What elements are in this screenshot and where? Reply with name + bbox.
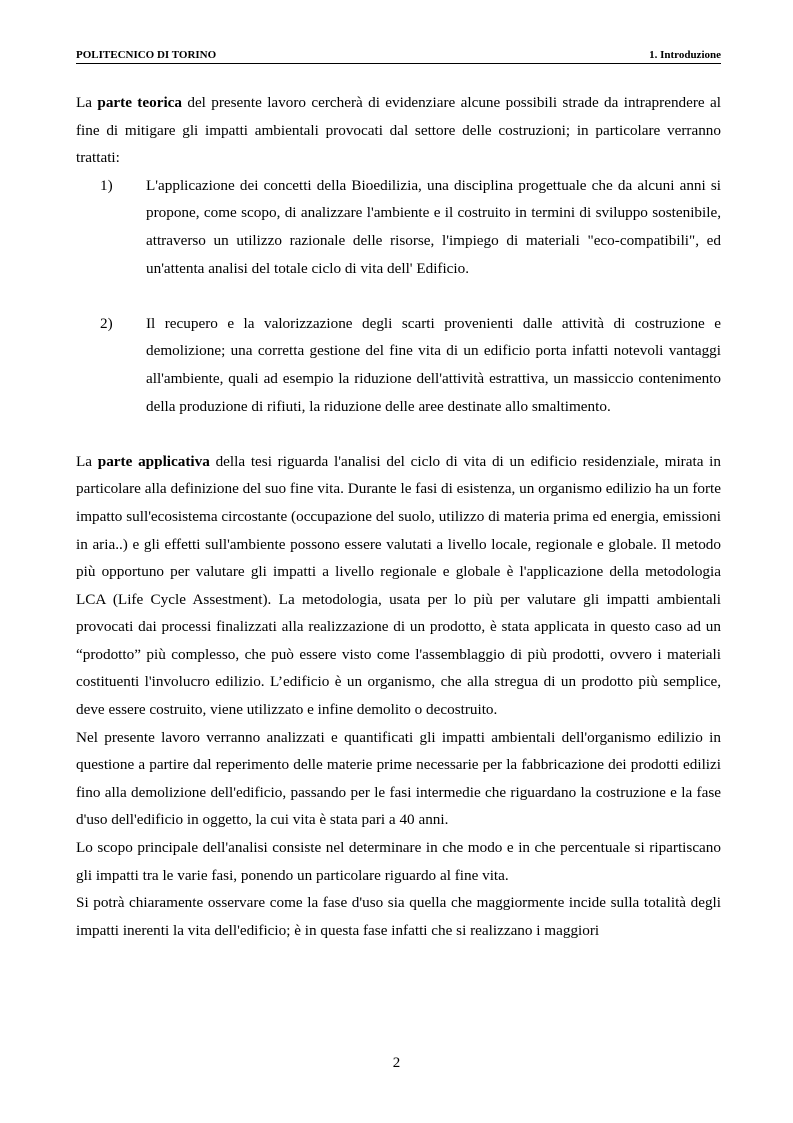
intro-bold-term: parte teorica: [97, 94, 182, 111]
intro-rest: del presente lavoro cercherà di evidenziare alcune possibili strade da intraprendere al fine di mitigare gli impatti ambientali provocati dal settore delle costruzioni; in particolare verranno trattati:: [76, 94, 721, 167]
list-item-text: L'applicazione dei concetti della Bioedilizia, una disciplina progettuale che da alcuni anni si propone, come scopo, di analizzare l'ambiente e il costruito in termini di sviluppo sostenibile, attraverso un utilizzo razionale delle risorse, l'impiego di materiali "eco-compatibili", ed un'attenta analisi del totale ciclo di vita dell' Edificio.: [146, 176, 721, 277]
body-paragraph: Nel presente lavoro verranno analizzati e quantificati gli impatti ambientali dell'organismo edilizio in questione a partire dal reperimento delle materie prime necessarie per la fabbricazione dei prodotti edilizi fino alla demolizione dell'edificio, passando per le fasi intermedie che riguardano la costruzione e la fase d'uso dell'edificio in oggetto, la cui vita è stata pari a 40 anni.: [76, 728, 721, 829]
applied-bold-term: parte applicativa: [97, 452, 210, 470]
intro-paragraph: [76, 89, 721, 172]
running-header: [76, 49, 721, 64]
body-paragraph: Si potrà chiaramente osservare come la fase d'uso sia quella che maggiormente incide sulla totalità degli impatti inerenti la vita dell'edificio; è in questa fase infatti che si realizzano i maggiori: [76, 894, 721, 939]
applied-paragraph: [76, 448, 721, 724]
list-item-number: 2): [100, 314, 113, 332]
topic-list: [76, 172, 721, 420]
applied-lead: La: [76, 452, 98, 470]
list-item-text: Il recupero e la valorizzazione degli scarti provenienti dalle attività di costruzione e demolizione; una corretta gestione del fine vita di un edificio porta infatti notevoli vantaggi all'ambiente, quali ad esempio la riduzione dell'attività estrattiva, un massiccio contenimento della produzione di rifiuti, la riduzione delle aree destinate allo smaltimento.: [146, 314, 721, 415]
page-number: 2: [392, 1055, 401, 1071]
list-item-number: 1): [100, 176, 113, 194]
page-body: [76, 89, 721, 944]
list-item: [76, 172, 721, 282]
applied-rest: della tesi riguarda l'analisi del ciclo di vita di un edificio residenziale, mirata in particolare alla definizione del suo fine vita. Durante le fasi di esistenza, un organismo edilizio ha un forte impatto sull'ecosistema circostante (occupazione del suolo, utilizzo di materia prima ed energia, emissioni in aria..) e gli effetti sull'ambiente possono essere valutati a livello locale, regionale e globale. Il metodo più opportuno per valutare gli impatti a livello regionale e globale è l'applicazione della metodologia LCA (Life Cycle Assestment). La metodologia, usata per lo più per valutare gli impatti ambientali provocati dai processi finalizzati alla realizzazione di un prodotto, è stata applicata in questo caso ad un “prodotto” più complesso, che può essere visto come l'assemblaggio di più prodotti, ovvero i materiali costituenti l'involucro edilizio. L’edificio è un organismo, che alla stregua di un prodotto più semplice, deve essere costruito, viene utilizzato e infine demolito o decostruito.: [76, 452, 721, 719]
body-paragraph: Lo scopo principale dell'analisi consiste nel determinare in che modo e in che percentuale si ripartiscano gli impatti tra le varie fasi, ponendo un particolare riguardo al fine vita.: [76, 839, 721, 884]
header-institution: POLITECNICO DI TORINO: [76, 49, 217, 61]
intro-lead: La: [76, 94, 98, 111]
header-chapter: 1. Introduzione: [649, 49, 721, 61]
section-spacer: [76, 420, 721, 448]
list-item: [76, 310, 721, 420]
list-spacer: [76, 282, 721, 310]
